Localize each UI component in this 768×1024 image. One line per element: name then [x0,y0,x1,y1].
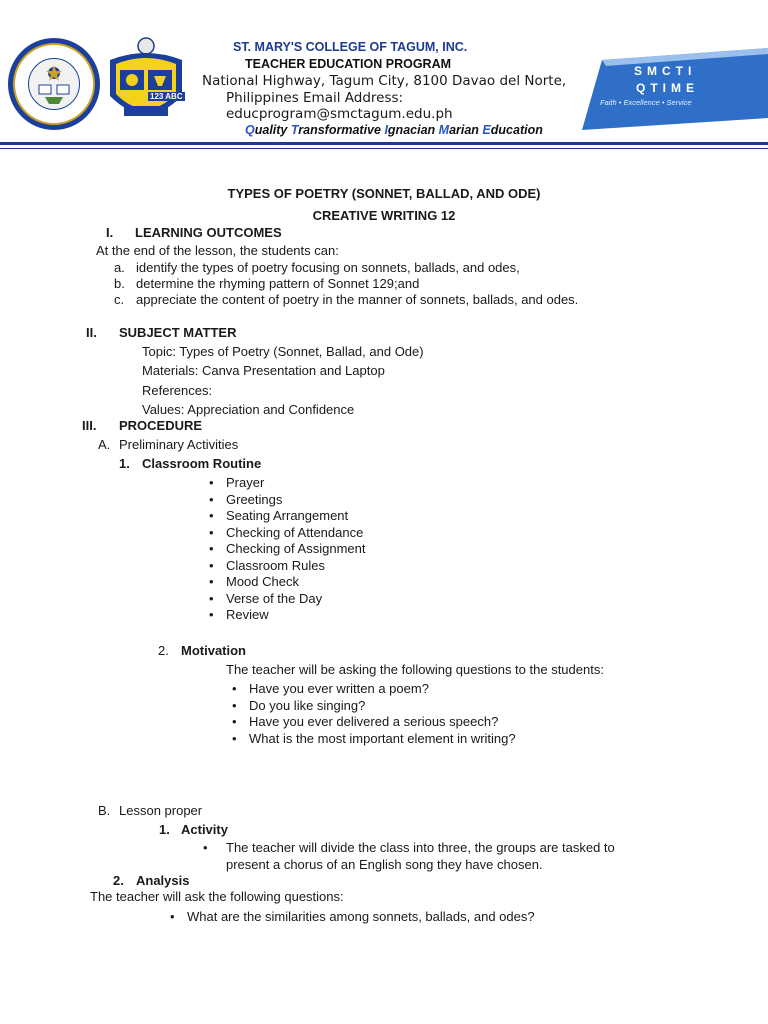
activity-text-line-1: The teacher will divide the class into three, the groups are tasked to [226,840,615,855]
activity-text-line-2: present a chorus of an English song they have chosen. [226,857,543,872]
part-a-title: Preliminary Activities [119,437,239,452]
list-item: • Checking of Assignment [226,541,365,558]
subject-references: References: [142,383,213,398]
routine-list [226,475,365,624]
motivation-number: 2. [158,643,169,658]
motto: Quality Transformative Ignacian Marian Education [245,123,543,137]
list-item: • Checking of Attendance [226,525,365,542]
analysis-intro: The teacher will ask the following questions: [90,889,344,904]
college-seal-logo [8,38,100,130]
list-item: • Greetings [226,492,365,509]
crest-text: 123 ABC [150,92,183,101]
address-line-2: Philippines Email Address: [226,90,404,106]
header-rule-thin [0,148,768,149]
list-item: • Review [226,607,365,624]
activity-heading: Activity [181,822,228,837]
list-item: • Seating Arrangement [226,508,365,525]
section-3-heading: PROCEDURE [119,418,203,433]
lesson-title: TYPES OF POETRY (SONNET, BALLAD, AND ODE) [227,186,541,201]
smcti-qtime-badge [582,48,768,130]
list-item: • What are the similarities among sonnets, ballads, and odes? [187,909,535,926]
outcome-text: appreciate the content of poetry in the manner of sonnets, ballads, and odes. [136,292,579,307]
section-2-number: II. [86,325,97,340]
analysis-number: 2. [113,873,124,888]
motivation-heading: Motivation [181,643,246,658]
lesson-subtitle: CREATIVE WRITING 12 [312,208,456,223]
badge-line-2: QTIME [636,81,699,95]
college-name: ST. MARY'S COLLEGE OF TAGUM, INC. [233,40,468,54]
bullet-icon: • [203,840,208,855]
analysis-heading: Analysis [136,873,190,888]
part-b-label: B. [98,803,111,818]
subject-topic: Topic: Types of Poetry (Sonnet, Ballad, and Ode) [142,344,424,359]
list-item: • What is the most important element in writing? [249,731,516,748]
list-item: • Prayer [226,475,365,492]
badge-tagline: Faith • Excellence • Service [600,98,692,107]
outcome-text: identify the types of poetry focusing on sonnets, ballads, and odes, [136,260,520,275]
section-3-number: III. [82,418,97,433]
section-1-intro: At the end of the lesson, the students can: [96,243,339,258]
email-address: educprogram@smctagum.edu.ph [226,106,453,122]
part-b-title: Lesson proper [119,803,203,818]
program-name: TEACHER EDUCATION PROGRAM [245,57,452,71]
header-rule [0,142,768,145]
part-a-label: A. [98,437,111,452]
activity-number: 1. [159,822,170,837]
routine-number: 1. [119,456,130,471]
badge-line-1: SMCTI [634,64,697,78]
list-item: • Have you ever written a poem? [249,681,516,698]
list-item: • Do you like singing? [249,698,516,715]
motivation-list [249,681,516,747]
outcome-letter: a. [114,260,125,275]
section-2-heading: SUBJECT MATTER [119,325,237,340]
outcome-letter: b. [114,276,125,291]
teacher-education-crest-logo [104,36,188,132]
motivation-intro: The teacher will be asking the following questions to the students: [226,662,604,677]
subject-values: Values: Appreciation and Confidence [142,402,355,417]
outcome-text: determine the rhyming pattern of Sonnet 129;and [136,276,420,291]
list-item: • Verse of the Day [226,591,365,608]
section-1-number: I. [106,225,114,240]
address-line-1: National Highway, Tagum City, 8100 Davao del Norte, [202,73,567,89]
list-item: • Classroom Rules [226,558,365,575]
subject-materials: Materials: Canva Presentation and Laptop [142,363,385,378]
outcome-letter: c. [114,292,125,307]
routine-heading: Classroom Routine [142,456,262,471]
analysis-list [187,909,535,926]
list-item: • Mood Check [226,574,365,591]
section-1-heading: LEARNING OUTCOMES [135,225,282,240]
list-item: • Have you ever delivered a serious speech? [249,714,516,731]
